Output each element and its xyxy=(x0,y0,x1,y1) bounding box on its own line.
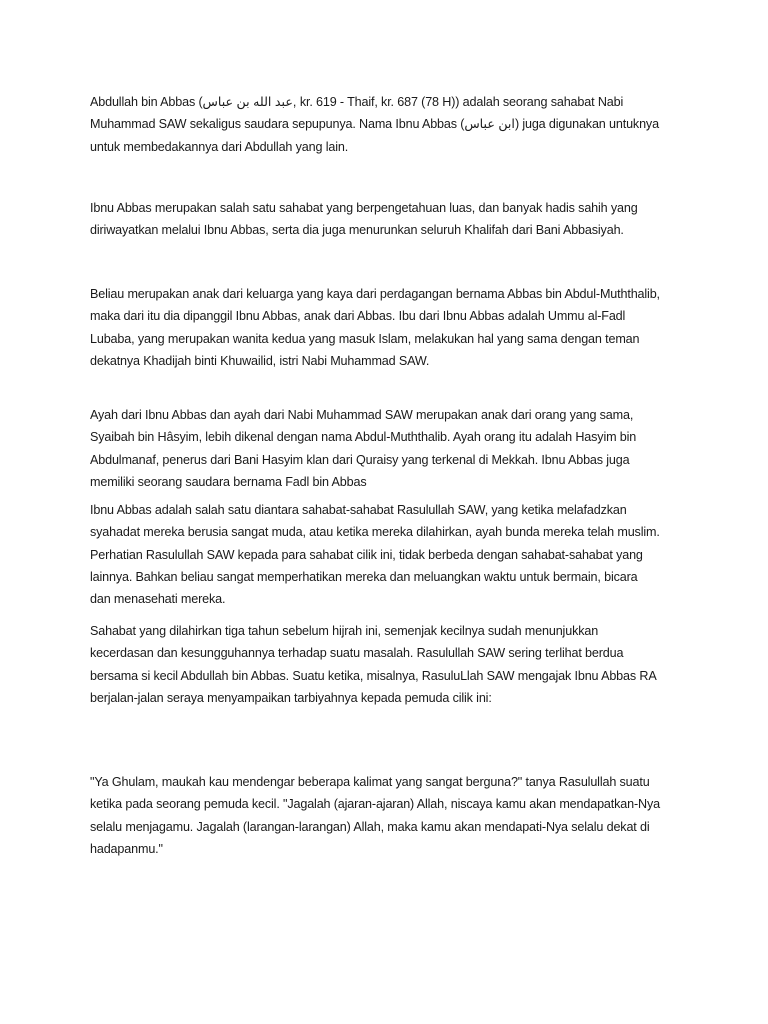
text-line: syahadat mereka berusia sangat muda, atau ketika mereka dilahirkan, ayah bunda mereka telah muslim. xyxy=(90,525,660,540)
paragraph-7 xyxy=(90,771,690,860)
text-line: Ayah dari Ibnu Abbas dan ayah dari Nabi Muhammad SAW merupakan anak dari orang yang sama, xyxy=(90,408,634,422)
text-line: Abdulmanaf, penerus dari Bani Hasyim klan dari Quraisy yang terkenal di Mekkah. Ibnu Abbas juga xyxy=(90,452,630,467)
text-line: Muhammad SAW sekaligus saudara sepupunya. Nama Ibnu Abbas (ابن عباس) juga digunakan untuknya xyxy=(90,117,659,132)
text-line: "Ya Ghulam, maukah kau mendengar beberapa kalimat yang sangat berguna?" tanya Rasulullah suatu xyxy=(90,775,650,789)
text-line: Sahabat yang dilahirkan tiga tahun sebelum hijrah ini, semenjak kecilnya sudah menunjukkan xyxy=(90,624,599,638)
text-line: maka dari itu dia dipanggil Ibnu Abbas, anak dari Abbas. Ibu dari Ibnu Abbas adalah Ummu al-Fadl xyxy=(90,309,626,324)
text-line: kecerdasan dan kesungguhannya terhadap suatu masalah. Rasulullah SAW sering terlihat berdua xyxy=(90,646,624,661)
paragraph-1 xyxy=(90,91,690,158)
paragraph-6 xyxy=(90,620,690,709)
text-line: hadapanmu." xyxy=(90,841,163,856)
text-line: Ibnu Abbas merupakan salah satu sahabat yang berpengetahuan luas, dan banyak hadis sahih yang xyxy=(90,201,638,215)
paragraph-3 xyxy=(90,283,690,372)
text-line: Syaibah bin Hâsyim, lebih dikenal dengan nama Abdul-Muththalib. Ayah orang itu adalah Hasyim bin xyxy=(90,430,637,445)
text-line: lainnya. Bahkan beliau sangat memperhatikan mereka dan meluangkan waktu untuk bermain, bicara xyxy=(90,569,638,584)
text-line: memiliki seorang saudara bernama Fadl bin Abbas xyxy=(90,474,367,489)
text-line: Abdullah bin Abbas (عبد الله بن عباس, kr. 619 - Thaif, kr. 687 (78 H)) adalah seorang sahabat Nabi xyxy=(90,95,624,109)
paragraph-4 xyxy=(90,404,690,493)
text-line: berjalan-jalan seraya menyampaikan tarbiyahnya kepada pemuda cilik ini: xyxy=(90,690,492,705)
text-line: Ibnu Abbas adalah salah satu diantara sahabat-sahabat Rasulullah SAW, yang ketika melafadzkan xyxy=(90,503,627,517)
text-line: diriwayatkan melalui Ibnu Abbas, serta dia juga menurunkan seluruh Khalifah dari Bani Abbasiyah. xyxy=(90,223,624,238)
text-line: Beliau merupakan anak dari keluarga yang kaya dari perdagangan bernama Abbas bin Abdul-Muththalib, xyxy=(90,287,660,301)
text-line: selalu menjagamu. Jagalah (larangan-larangan) Allah, maka kamu akan mendapati-Nya selalu dekat di xyxy=(90,819,650,834)
text-line: dekatnya Khadijah binti Khuwailid, istri Nabi Muhammad SAW. xyxy=(90,353,430,368)
text-line: ketika pada seorang pemuda kecil. "Jagalah (ajaran-ajaran) Allah, niscaya kamu akan mendapatkan-Nya xyxy=(90,797,660,812)
text-line: bersama si kecil Abdullah bin Abbas. Suatu ketika, misalnya, RasuluLlah SAW mengajak Ibnu Abbas RA xyxy=(90,668,657,683)
text-line: Lubaba, yang merupakan wanita kedua yang masuk Islam, melakukan hal yang sama dengan teman xyxy=(90,331,640,346)
paragraph-2 xyxy=(90,197,690,242)
text-line: Perhatian Rasulullah SAW kepada para sahabat cilik ini, tidak berbeda dengan sahabat-sahabat yang xyxy=(90,547,643,562)
text-line: dan menasehati mereka. xyxy=(90,592,226,607)
paragraph-5 xyxy=(90,499,690,610)
text-line: untuk membedakannya dari Abdullah yang lain. xyxy=(90,139,349,154)
